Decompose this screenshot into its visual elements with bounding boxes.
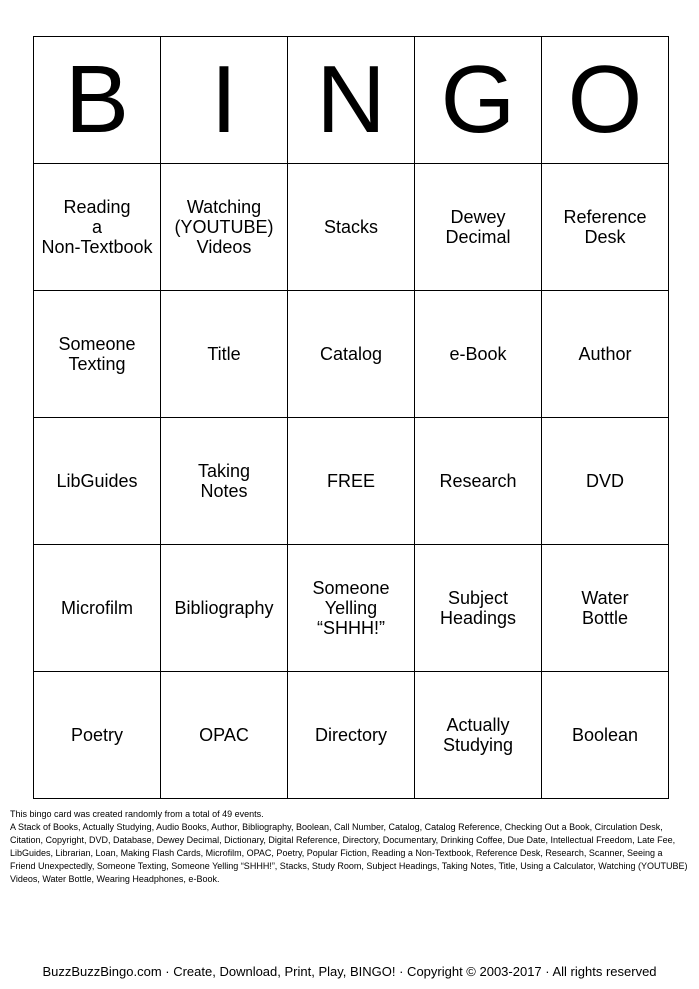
bingo-cell [161,164,288,291]
bingo-cell [161,545,288,672]
bingo-cell-text: Reference Desk [563,207,647,247]
bingo-cell-text: e-Book [449,344,507,364]
header-letter-b: B [34,37,161,164]
bingo-cell-text: Actually Studying [442,715,514,755]
bingo-cell [288,164,415,291]
event-list-notes [10,808,690,886]
notes-intro: This bingo card was created randomly from a total of 49 events. [10,809,264,819]
bingo-cell-text: Title [207,344,241,364]
bingo-cell [415,418,542,545]
header-letter-o: O [542,37,669,164]
notes-event-list: A Stack of Books, Actually Studying, Audio Books, Author, Bibliography, Boolean, Call Number, Catalog, Catalog Reference, Checking Out a Book, Circulation Desk, Citation, Copyright, DVD, Database, Dewey Decimal, Dictionary, Digital Reference, Directory, Documentary, Drinking Coffee, Due Date, Intellectual Freedom, Late Fee, LibGuides, Librarian, Loan, Making Flash Cards, Microfilm, OPAC, Poetry, Popular Fiction, Reading a Non-Textbook, Reference Desk, Research, Scanner, Seeing a Friend Unexpectedly, Someone Texting, Someone Yelling “SHHH!”, Stacks, Study Room, Subject Headings, Taking Notes, Title, Using a Calculator, Watching (YOUTUBE) Videos, Water Bottle, Wearing Headphones, e-Book. [10,822,688,884]
bingo-cell-text: Catalog [319,344,383,364]
header-letter-i: I [161,37,288,164]
bingo-row [34,672,669,799]
bingo-cell-text: DVD [585,471,624,491]
bingo-cell-text: Directory [314,725,387,745]
bingo-cell [415,672,542,799]
bingo-cell [34,672,161,799]
bingo-cell [34,418,161,545]
bingo-cell [288,291,415,418]
bingo-cell [161,672,288,799]
free-space-cell [288,418,415,545]
bingo-cell [415,291,542,418]
bingo-cell-text: Research [439,471,517,491]
bingo-cell [288,672,415,799]
bingo-cell-text: Author [578,344,632,364]
bingo-cell [415,545,542,672]
bingo-cell-text: OPAC [199,725,249,745]
bingo-cell-text: Someone Texting [58,334,136,374]
bingo-card [33,36,669,799]
bingo-cell [415,164,542,291]
bingo-cell [542,418,669,545]
bingo-cell-text: Microfilm [61,598,133,618]
header-letter-g: G [415,37,542,164]
bingo-cell-text: Water Bottle [581,588,629,628]
bingo-cell [161,291,288,418]
bingo-cell [34,545,161,672]
bingo-cell [542,672,669,799]
bingo-cell [542,164,669,291]
bingo-cell [34,291,161,418]
bingo-cell-text: Watching (YOUTUBE) Videos [174,197,274,257]
bingo-cell-text: Someone Yelling “SHHH!” [312,578,390,638]
bingo-cell-text: Taking Notes [197,461,251,501]
bingo-cell-text: Dewey Decimal [445,207,511,247]
bingo-cell [542,291,669,418]
bingo-row [34,164,669,291]
bingo-header-row [34,37,669,164]
bingo-row [34,418,669,545]
bingo-row [34,291,669,418]
bingo-cell [161,418,288,545]
bingo-cell-text: Poetry [70,725,124,745]
bingo-row [34,545,669,672]
header-letter-n: N [288,37,415,164]
bingo-cell-text: Bibliography [174,598,274,618]
copyright-footer: BuzzBuzzBingo.com · Create, Download, Print, Play, BINGO! · Copyright © 2003-2017 · All rights reserved [42,964,657,979]
bingo-cell-text: Subject Headings [439,588,517,628]
bingo-cell [288,545,415,672]
free-space-text: FREE [326,471,375,491]
bingo-cell [542,545,669,672]
bingo-cell-text: Stacks [323,217,379,237]
bingo-cell-text: LibGuides [56,471,138,491]
bingo-cell [34,164,161,291]
bingo-cell-text: Reading a Non-Textbook [41,197,153,257]
bingo-cell-text: Boolean [571,725,639,745]
